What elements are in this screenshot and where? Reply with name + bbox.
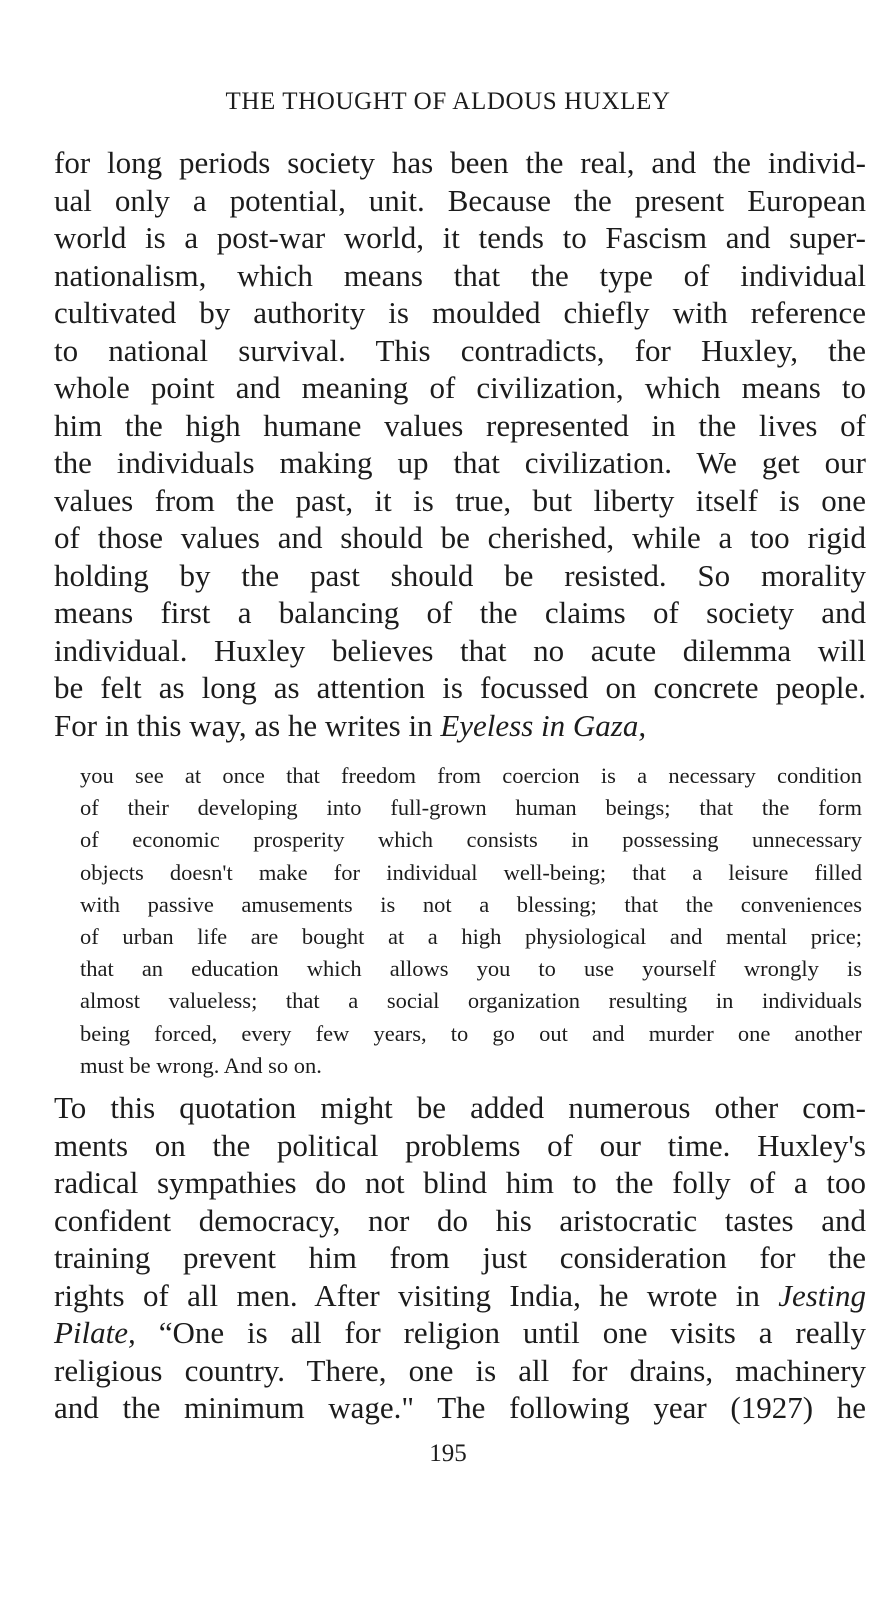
text-line bbox=[54, 1314, 866, 1352]
quote-line: you see at once that freedom from coercion is a necessary condition bbox=[80, 763, 862, 788]
text-line: world is a post-war world, it tends to Fascism and super- bbox=[54, 220, 866, 255]
text-line: individual. Huxley believes that no acute dilemma will bbox=[54, 632, 866, 668]
text-line: cultivated by authority is moulded chiefly with reference bbox=[54, 295, 866, 330]
page-number: 195 bbox=[429, 1440, 467, 1467]
text-line: him the high humane values represented in the lives of bbox=[54, 407, 866, 443]
text-line: To this quotation might be added numerous other com- bbox=[54, 1090, 866, 1125]
paragraph-1 bbox=[54, 144, 866, 744]
quote-line: of urban life are bought at a high physiological and mental price; bbox=[80, 923, 862, 949]
text-line: holding by the past should be resisted. So morality bbox=[54, 557, 866, 593]
running-head: THE THOUGHT OF ALDOUS HUXLEY bbox=[225, 88, 671, 115]
text-line: be felt as long as attention is focussed on concrete people. bbox=[54, 670, 866, 705]
book-title-eyeless-in-gaza: Eyeless in Gaza, bbox=[440, 707, 647, 743]
book-title-jesting-pilate: Jesting bbox=[778, 1277, 866, 1313]
line-text: rights of all men. After visiting India, he wrote in bbox=[54, 1277, 779, 1313]
book-title-jesting-pilate: Pilate, bbox=[54, 1315, 136, 1350]
text-line bbox=[54, 1277, 866, 1315]
text-line: and the minimum wage." The following year (1927) he bbox=[54, 1390, 866, 1425]
quote-line: of their developing into full-grown human beings; that the form bbox=[80, 795, 862, 821]
text-line: of those values and should be cherished, while a too rigid bbox=[54, 520, 866, 555]
text-line: whole point and meaning of civilization, which means to bbox=[54, 370, 866, 405]
text-line bbox=[54, 707, 866, 745]
text-line: confident democracy, nor do his aristocratic tastes and bbox=[54, 1202, 866, 1238]
quote-line: with passive amusements is not a blessing; that the conveniences bbox=[80, 891, 862, 917]
text-line: ments on the political problems of our time. Huxley's bbox=[54, 1127, 866, 1163]
text-line: radical sympathies do not blind him to the folly of a too bbox=[54, 1165, 866, 1200]
text-line: ual only a potential, unit. Because the present European bbox=[54, 182, 866, 218]
text-line: to national survival. This contradicts, for Huxley, the bbox=[54, 332, 866, 368]
line-text: For in this way, as he writes in bbox=[54, 707, 441, 743]
quote-line: that an education which allows you to use yourself wrongly is bbox=[80, 956, 862, 982]
text-line: for long periods society has been the real, and the individ- bbox=[54, 145, 866, 180]
text-line: values from the past, it is true, but liberty itself is one bbox=[54, 482, 866, 518]
quote-line: objects doesn't make for individual well-being; that a leisure filled bbox=[80, 859, 862, 885]
quote-line: being forced, every few years, to go out and murder one another bbox=[80, 1020, 862, 1046]
quote-line: almost valueless; that a social organization resulting in individuals bbox=[80, 988, 862, 1014]
quote-line: must be wrong. And so on. bbox=[80, 1052, 322, 1078]
paragraph-2 bbox=[54, 1089, 866, 1427]
text-line: training prevent him from just consideration for the bbox=[54, 1240, 866, 1275]
quote-line: of economic prosperity which consists in possessing unnecessary bbox=[80, 827, 862, 853]
text-line: religious country. There, one is all for drains, machinery bbox=[54, 1352, 866, 1388]
text-line: means first a balancing of the claims of society and bbox=[54, 595, 866, 630]
text-line: nationalism, which means that the type of individual bbox=[54, 257, 866, 293]
line-text: “One is all for religion until one visits a really bbox=[135, 1315, 866, 1350]
block-quotation bbox=[80, 760, 862, 1082]
text-line: the individuals making up that civilization. We get our bbox=[54, 445, 866, 480]
